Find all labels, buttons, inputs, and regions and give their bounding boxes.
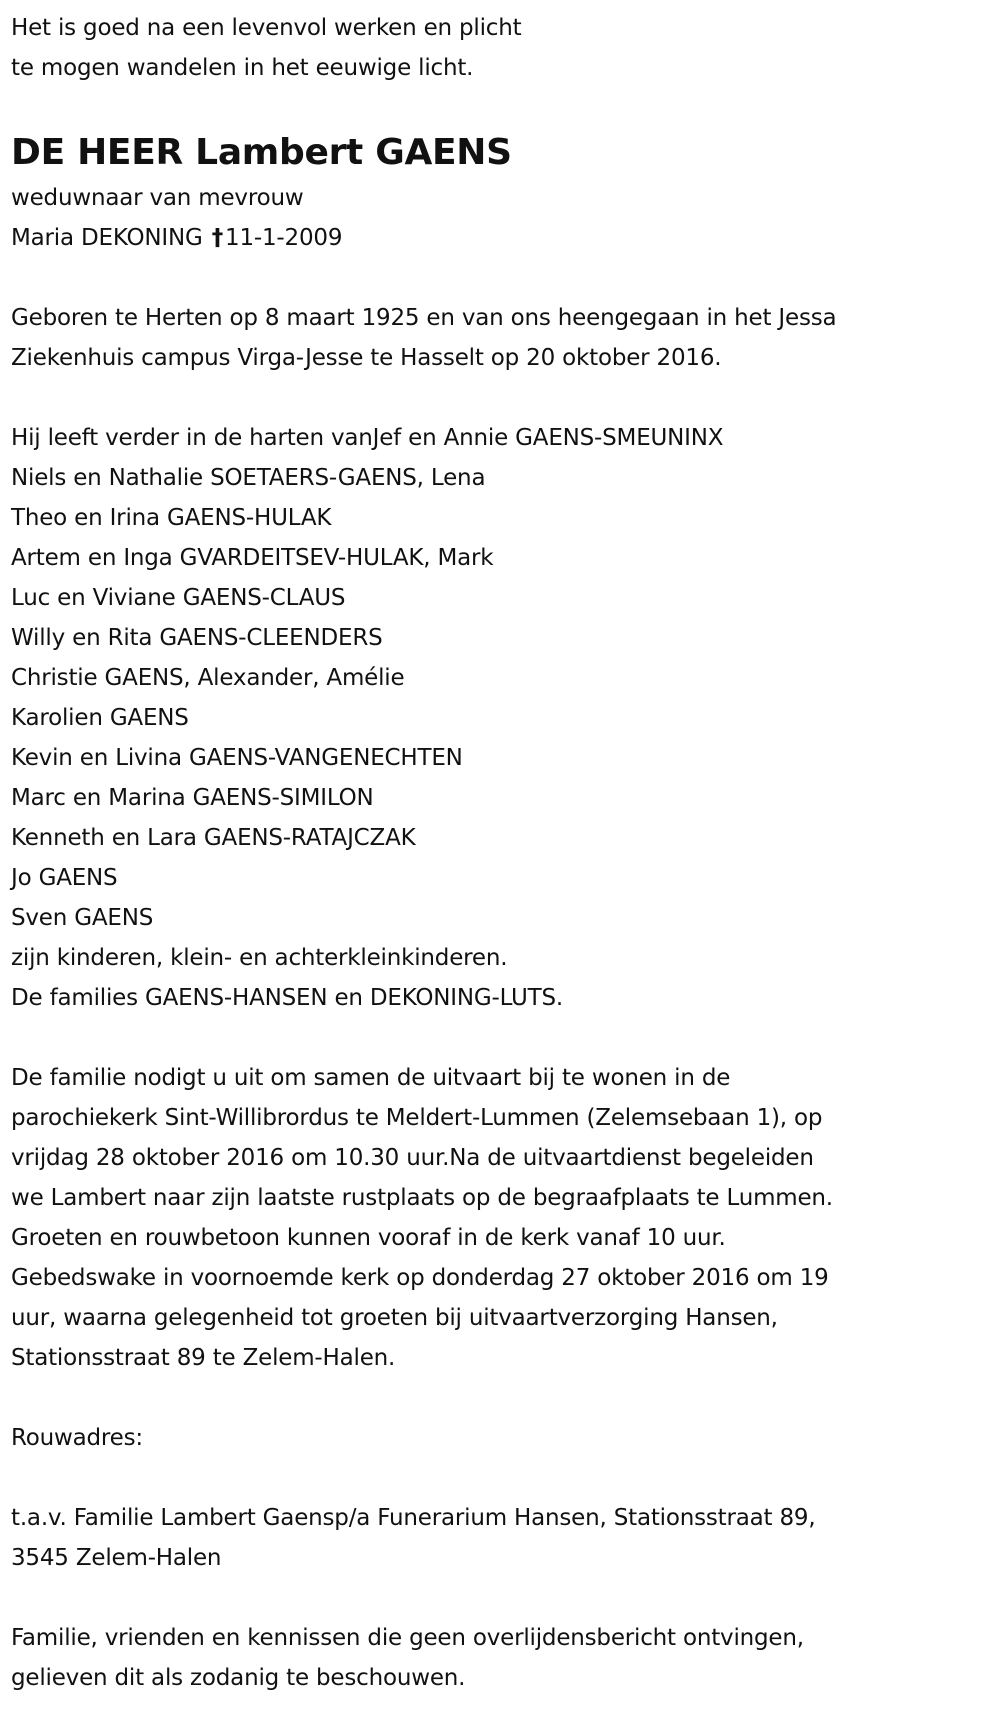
address-line: 3545 Zelem-Halen: [11, 1545, 222, 1571]
spacer: [11, 88, 1000, 128]
closing-line: gelieven dit als zodanig te beschouwen.: [11, 1665, 466, 1691]
cross-icon: †: [211, 225, 224, 251]
survivor-line: Artem en Inga GVARDEITSEV-HULAK, Mark: [11, 545, 494, 571]
survivors-list: [11, 418, 1000, 1018]
funeral-line: vrijdag 28 oktober 2016 om 10.30 uur.Na de uitvaartdienst begeleiden: [11, 1145, 814, 1171]
survivor-line: Karolien GAENS: [11, 705, 189, 731]
spacer: [11, 1378, 1000, 1418]
spacer: [11, 1018, 1000, 1058]
funeral-line: Gebedswake in voornoemde kerk op donderdag 27 oktober 2016 om 19: [11, 1265, 829, 1291]
survivor-line: Theo en Irina GAENS-HULAK: [11, 505, 332, 531]
survivor-line: Marc en Marina GAENS-SIMILON: [11, 785, 374, 811]
survivor-line: De families GAENS-HANSEN en DEKONING-LUTS.: [11, 985, 564, 1011]
funeral-line: Stationsstraat 89 te Zelem-Halen.: [11, 1345, 396, 1371]
funeral-line: De familie nodigt u uit om samen de uitvaart bij te wonen in de: [11, 1065, 731, 1091]
deceased-name-title: DE HEER Lambert GAENS: [11, 132, 512, 173]
verse: [11, 8, 1000, 88]
survivor-line: Jo GAENS: [11, 865, 118, 891]
spacer: [11, 378, 1000, 418]
survivor-line: Luc en Viviane GAENS-CLAUS: [11, 585, 346, 611]
spouse-info: [11, 178, 1000, 258]
funeral-line: we Lambert naar zijn laatste rustplaats op de begraafplaats te Lummen.: [11, 1185, 833, 1211]
survivor-line: Kevin en Livina GAENS-VANGENECHTEN: [11, 745, 463, 771]
survivor-line: Kenneth en Lara GAENS-RATAJCZAK: [11, 825, 416, 851]
verse-line: Het is goed na een levenvol werken en plicht: [11, 15, 522, 41]
survivor-line: Sven GAENS: [11, 905, 154, 931]
paragraph-line: Ziekenhuis campus Virga-Jesse te Hasselt op 20 oktober 2016.: [11, 345, 722, 371]
survivor-line: Christie GAENS, Alexander, Amélie: [11, 665, 405, 691]
spouse-name: Maria DEKONING: [11, 225, 203, 251]
spacer: [11, 258, 1000, 298]
birth-death-paragraph: [11, 298, 1000, 378]
funeral-details: [11, 1058, 1000, 1378]
closing-note: [11, 1618, 1000, 1698]
address-label: Rouwadres:: [11, 1425, 143, 1451]
survivor-line: Willy en Rita GAENS-CLEENDERS: [11, 625, 383, 651]
spouse-relation: weduwnaar van mevrouw: [11, 185, 304, 211]
paragraph-line: Geboren te Herten op 8 maart 1925 en van ons heengegaan in het Jessa: [11, 305, 837, 331]
survivor-line: Hij leeft verder in de harten vanJef en Annie GAENS-SMEUNINX: [11, 425, 724, 451]
address-line: t.a.v. Familie Lambert Gaensp/a Funerarium Hansen, Stationsstraat 89,: [11, 1505, 816, 1531]
funeral-line: uur, waarna gelegenheid tot groeten bij uitvaartverzorging Hansen,: [11, 1305, 778, 1331]
spacer: [11, 1578, 1000, 1618]
funeral-line: Groeten en rouwbetoon kunnen vooraf in de kerk vanaf 10 uur.: [11, 1225, 726, 1251]
survivor-line: zijn kinderen, klein- en achterkleinkinderen.: [11, 945, 508, 971]
closing-line: Familie, vrienden en kennissen die geen overlijdensbericht ontvingen,: [11, 1625, 804, 1651]
spacer: [11, 1458, 1000, 1498]
mourning-address: [11, 1498, 1000, 1578]
funeral-line: parochiekerk Sint-Willibrordus te Meldert-Lummen (Zelemsebaan 1), op: [11, 1105, 823, 1131]
survivor-line: Niels en Nathalie SOETAERS-GAENS, Lena: [11, 465, 486, 491]
verse-line: te mogen wandelen in het eeuwige licht.: [11, 55, 474, 81]
spouse-name-line: [11, 218, 1000, 258]
spouse-death-date: 11-1-2009: [225, 225, 343, 251]
